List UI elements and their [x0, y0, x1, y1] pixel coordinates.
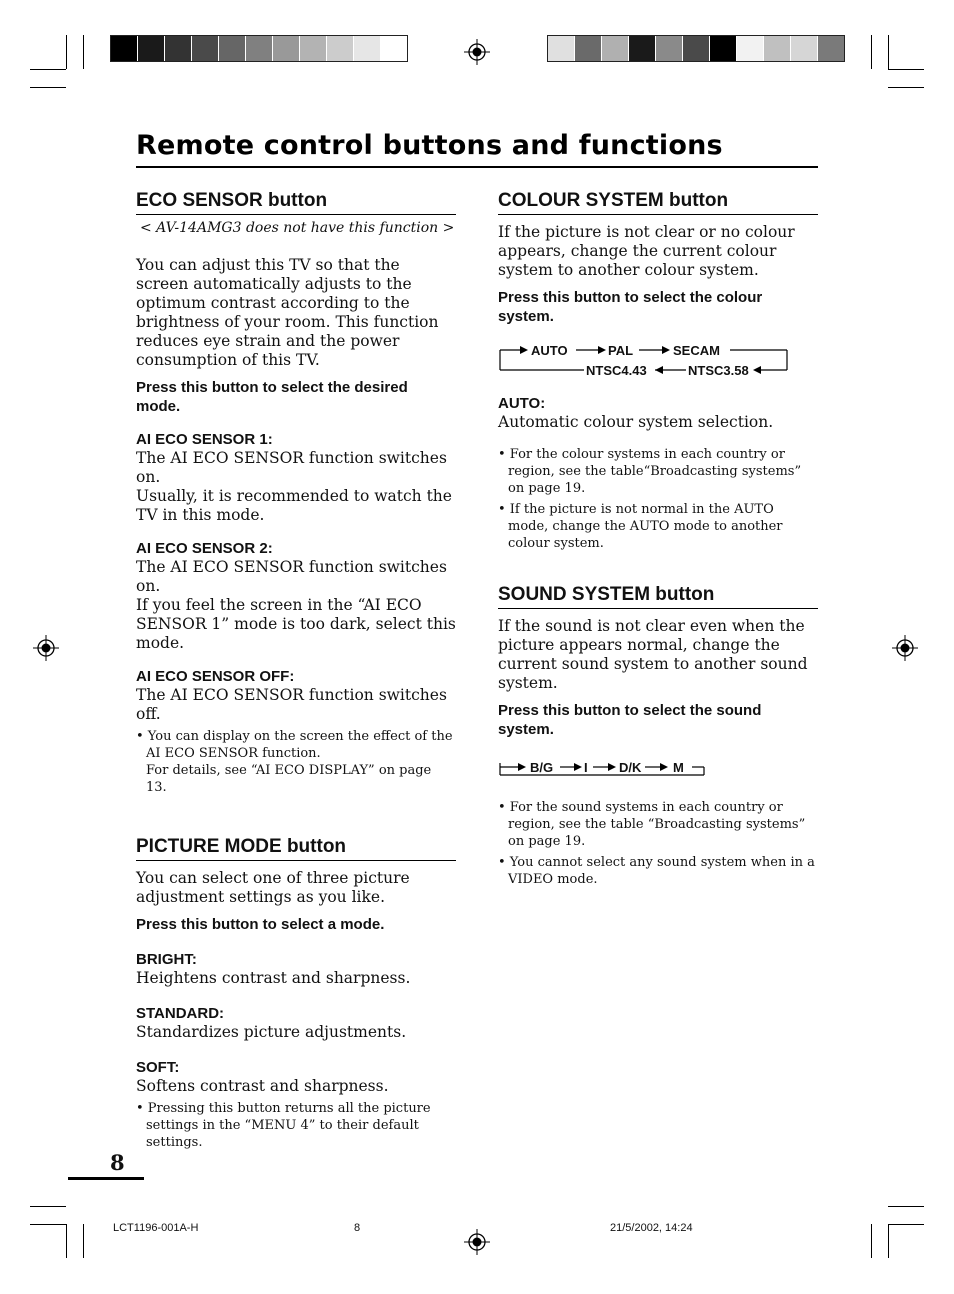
page-number-rule: [68, 1177, 144, 1180]
eco-mode-text: If you feel the screen in the “AI ECO SENSOR 1” mode is too dark, select this mode.: [136, 596, 456, 652]
footer-page: 8: [354, 1222, 361, 1234]
sound-bullet: • You cannot select any sound system when in a VIDEO mode.: [498, 855, 815, 887]
cycle-item: NTSC4.43: [586, 363, 647, 378]
sound-intro: If the sound is not clear even when the picture appears normal, change the current sound system to another sound system.: [498, 617, 808, 692]
picture-mode-label: BRIGHT:: [136, 951, 197, 968]
eco-mode-text: The AI ECO SENSOR function switches off.: [136, 686, 447, 723]
cycle-item: I: [584, 760, 588, 775]
eco-mode-text: The AI ECO SENSOR function switches on.: [136, 449, 447, 486]
cycle-item: NTSC3.58: [688, 363, 749, 378]
auto-text: Automatic colour system selection.: [498, 413, 774, 431]
cycle-item: D/K: [619, 760, 642, 775]
grey-scale-bar-left: [110, 35, 408, 62]
picture-mode-text: Softens contrast and sharpness.: [136, 1077, 389, 1095]
eco-bullet: • You can display on the screen the effect of the AI ECO SENSOR function.: [136, 729, 453, 761]
model-note: < AV-14AMG3 does not have this function >: [140, 220, 455, 236]
colour-instruction: Press this button to select the colour system.: [498, 289, 763, 325]
cycle-item: M: [673, 760, 684, 775]
picture-mode-heading: PICTURE MODE button: [136, 836, 456, 861]
eco-intro: You can adjust this TV so that the screen automatically adjusts to the optimum contrast according to the brightness of your room. This function reduces eye strain and the power consumption of this TV.: [136, 256, 439, 369]
colour-cycle-diagram: [498, 340, 818, 384]
sound-bullet: • For the sound systems in each country or region, see the table “Broadcasting systems” on page 19.: [498, 800, 806, 849]
footer-date: 21/5/2002, 14:24: [610, 1222, 693, 1234]
registration-mark-icon: [892, 635, 918, 661]
footer-code: LCT1196-001A-H: [113, 1222, 199, 1234]
page-title: Remote control buttons and functions: [136, 128, 818, 168]
colour-intro: If the picture is not clear or no colour appears, change the current colour system to another colour system.: [498, 223, 795, 279]
colour-bullet: • If the picture is not normal in the AUTO mode, change the AUTO mode to another colour system.: [498, 502, 783, 551]
picture-mode-text: Heightens contrast and sharpness.: [136, 969, 411, 987]
colour-system-heading: COLOUR SYSTEM button: [498, 190, 818, 215]
registration-mark-icon: [33, 635, 59, 661]
colour-system-section: [498, 190, 818, 552]
picture-mode-section: [136, 836, 456, 1151]
eco-mode-label: AI ECO SENSOR OFF:: [136, 668, 295, 685]
eco-mode-text: The AI ECO SENSOR function switches on.: [136, 558, 447, 595]
eco-sensor-heading: ECO SENSOR button: [136, 190, 456, 215]
cycle-item: PAL: [608, 343, 634, 358]
registration-mark-icon: [464, 1229, 490, 1255]
registration-mark-icon: [464, 39, 490, 65]
eco-bullet-cont: For details, see “AI ECO DISPLAY” on page 13.: [146, 763, 432, 795]
right-column: [498, 190, 818, 888]
cycle-item: SECAM: [673, 343, 720, 358]
grey-scale-bar-right: [547, 35, 845, 62]
sound-instruction: Press this button to select the sound system.: [498, 702, 762, 738]
picture-mode-label: SOFT:: [136, 1059, 180, 1076]
picture-bullet: • Pressing this button returns all the picture settings in the “MENU 4” to their default settings.: [136, 1101, 431, 1150]
picture-mode-text: Standardizes picture adjustments.: [136, 1023, 407, 1041]
eco-mode-label: AI ECO SENSOR 1:: [136, 431, 273, 448]
eco-instruction: Press this button to select the desired mode.: [136, 379, 408, 415]
sound-system-heading: SOUND SYSTEM button: [498, 584, 818, 609]
picture-intro: You can select one of three picture adjustment settings as you like.: [136, 869, 410, 906]
picture-instruction: Press this button to select a mode.: [136, 916, 385, 933]
eco-mode-text: Usually, it is recommended to watch the TV in this mode.: [136, 487, 452, 524]
cycle-item: B/G: [530, 760, 554, 775]
picture-mode-label: STANDARD:: [136, 1005, 225, 1022]
eco-mode-label: AI ECO SENSOR 2:: [136, 540, 273, 557]
sound-system-section: [498, 584, 818, 888]
cycle-item: AUTO: [531, 343, 568, 358]
sound-cycle-diagram: [498, 757, 818, 783]
eco-sensor-section: [136, 190, 456, 796]
auto-label: AUTO:: [498, 395, 546, 412]
page-number: 8: [110, 1150, 125, 1175]
colour-bullet: • For the colour systems in each country or region, see the table“Broadcasting systems” on page 19.: [498, 447, 802, 496]
left-column: [136, 190, 456, 1151]
